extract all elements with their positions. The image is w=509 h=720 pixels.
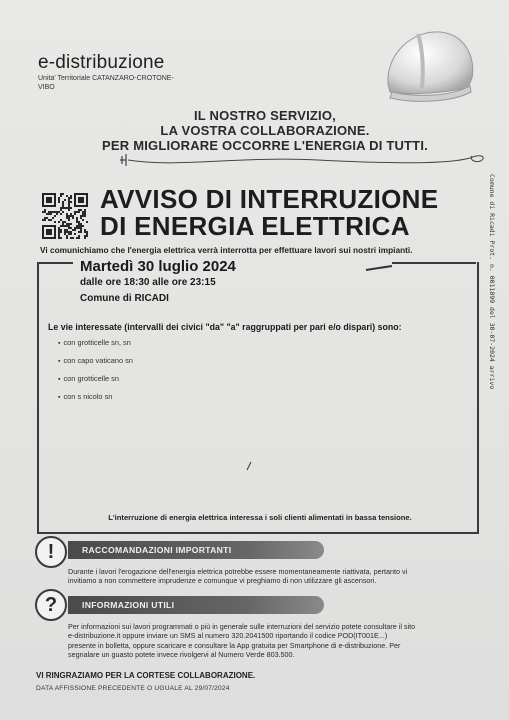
territorial-unit — [38, 74, 208, 92]
territorial-unit-line2: VIBO — [38, 84, 55, 91]
streets-heading: Le vie interessate (intervalli dei civici "da" "a" raggruppati per pari e/o dispari) sono: — [48, 322, 402, 332]
brand-logo: e-distribuzione — [38, 52, 165, 73]
slogan-line2: LA VOSTRA COLLABORAZIONE. — [160, 123, 370, 138]
protocol-stamp — [486, 174, 500, 454]
territorial-unit-line1: Unita' Territoriale CATANZARO-CROTONE- — [38, 75, 174, 82]
warning-icon: ! — [35, 536, 67, 568]
streets-list — [58, 334, 133, 406]
pen-mark — [246, 461, 252, 471]
info-text — [68, 622, 474, 660]
list-item: ▪ con s nicolo sn — [58, 388, 133, 406]
qr-code-icon — [42, 193, 88, 239]
info-line4: segnalare un guasto potete invece rivolgervi al Numero Verde 803.500. — [68, 650, 295, 660]
affix-date: DATA AFFISSIONE PRECEDENTE O UGUALE AL 29/07/2024 — [36, 685, 230, 692]
recommendations-text — [68, 567, 474, 586]
low-voltage-note: L'interruzione di energia elettrica interessa i soli clienti alimentati in bassa tensione. — [108, 513, 412, 522]
box-border-segment — [392, 262, 476, 264]
slogan-line1: IL NOSTRO SERVIZIO, — [193, 108, 336, 123]
question-icon: ? — [35, 589, 67, 621]
outage-date: Martedì 30 luglio 2024 — [80, 258, 236, 275]
info-heading: INFORMAZIONI UTILI — [68, 596, 324, 614]
protocol-stamp-text: Comune di Ricadi Prot. n. 0011899 del 30-07-2024 arrivo — [488, 174, 496, 390]
slogan — [100, 108, 430, 153]
title-line1: AVVISO DI INTERRUZIONE — [100, 184, 439, 214]
hard-hat-icon — [378, 26, 478, 102]
list-item: ▪ con grotticelle sn — [58, 370, 133, 388]
slogan-line3: PER MIGLIORARE OCCORRE L'ENERGIA DI TUTTI. — [102, 138, 428, 153]
title-line2: DI ENERGIA ELETTRICA — [100, 211, 410, 241]
info-line1: Per informazioni sui lavori programmati o più in generale sulle interruzioni del servizio potete consultare il sito — [68, 622, 416, 631]
box-border-segment — [37, 262, 73, 264]
outage-hours: dalle ore 18:30 alle ore 23:15 — [80, 277, 216, 288]
list-item: ▪ con capo vaticano sn — [58, 352, 133, 370]
recommendations-line1: Durante i lavori l'erogazione dell'energia elettrica potrebbe essere momentaneamente riattivata, pertanto vi — [68, 567, 408, 576]
page-title — [100, 186, 438, 240]
list-item: ▪ con grotticelle sn, sn — [58, 334, 133, 352]
recommendations-heading: RACCOMANDAZIONI IMPORTANTI — [68, 541, 324, 559]
plug-cable-icon — [118, 148, 490, 166]
info-line2: e-distribuzione.it oppure inviare un SMS al numero 320.2041500 riportando il codice POD(IT001E...) — [68, 631, 388, 641]
thanks-line: VI RINGRAZIAMO PER LA CORTESE COLLABORAZIONE. — [36, 671, 256, 680]
municipality: Comune di RICADI — [80, 293, 169, 304]
info-line3: presente in bolletta, oppure scaricare e consultare la App gratuita per Smartphone di e-distribuzione. Per — [68, 640, 401, 650]
recommendations-line2: invitiamo a non commettere imprudenze e comunque vi preghiamo di non utilizzare gli ascensori. — [68, 576, 377, 586]
intro-text: Vi comunichiamo che l'energia elettrica verrà interrotta per effettuare lavori sui nostri impianti. — [40, 245, 413, 255]
pen-mark — [364, 264, 394, 272]
